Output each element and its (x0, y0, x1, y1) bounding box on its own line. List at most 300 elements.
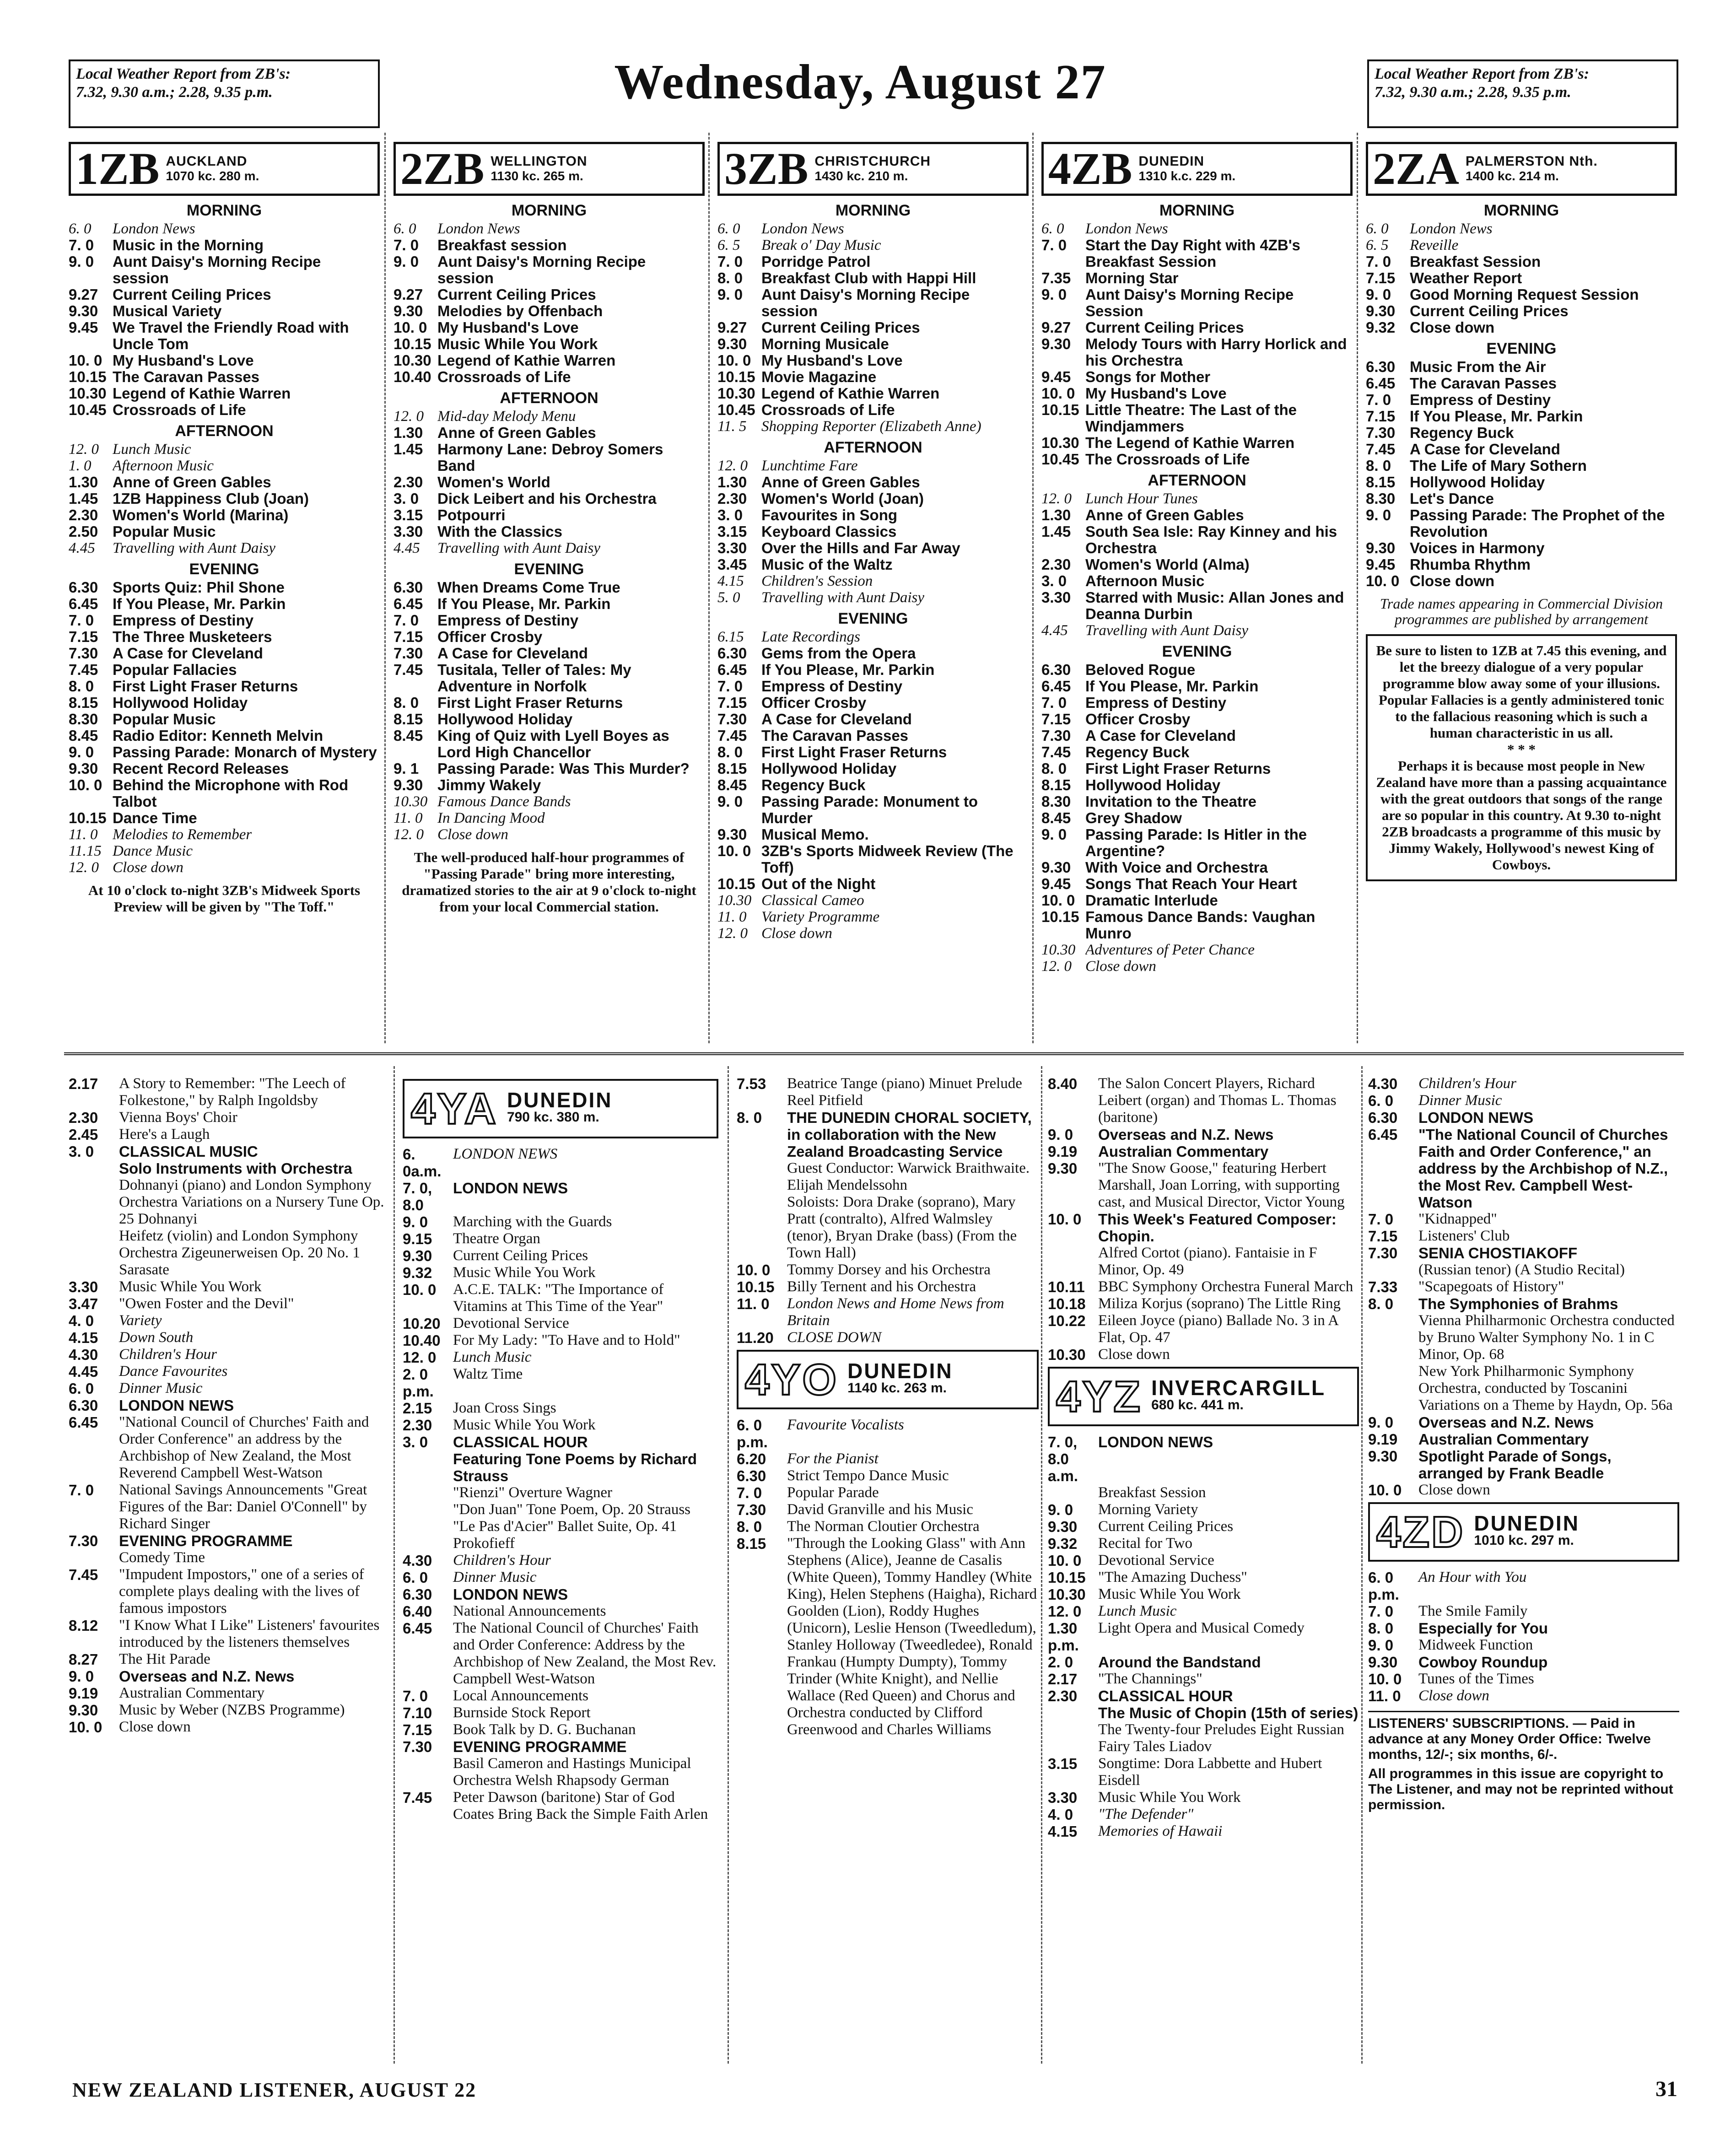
programme-time: 6. 0 (69, 1380, 94, 1397)
section-heading: MORNING (835, 202, 911, 219)
programme-item (69, 1685, 384, 1702)
programme-item (69, 678, 380, 695)
programme-time: 8. 0 (394, 694, 419, 711)
programme-time: 6.15 (717, 629, 744, 645)
programme-title: Crossroads of Life (113, 402, 246, 418)
programme-time: 2.15 (403, 1400, 432, 1417)
station-frequency: 790 kc. 380 m. (507, 1110, 599, 1125)
programme-item (1048, 1434, 1359, 1484)
programme-item (69, 1651, 384, 1668)
programme-time: 1.45 (1041, 523, 1071, 540)
programme-title: Travelling with Aunt Daisy (1085, 622, 1248, 639)
programme-title: London News and Home News from Britain (787, 1295, 1004, 1329)
programme-title: Devotional Service (453, 1315, 569, 1332)
programme-title: Travelling with Aunt Daisy (437, 540, 600, 556)
programme-title: Famous Dance Bands (437, 793, 571, 810)
programme-title: Movie Magazine (761, 369, 877, 385)
programme-item (69, 458, 380, 474)
programme-time: 9. 0 (394, 253, 419, 270)
programme-item (69, 540, 380, 556)
programme-title: "Rienzi" Overture Wagner (453, 1484, 613, 1501)
programme-time: 1. 0 (69, 458, 92, 474)
programme-title: Women's World (437, 474, 550, 491)
programme-time: 10. 0 (1041, 385, 1075, 402)
station-header (717, 142, 1029, 196)
programme-title: The Music of Chopin (15th of series) (1098, 1704, 1359, 1721)
programme-item (1041, 662, 1353, 678)
programme-item (69, 810, 380, 826)
programme-title: Local Announcements (453, 1688, 589, 1704)
programme-item (394, 540, 705, 556)
programme-item (717, 352, 1029, 369)
programme-time: 4. 0 (1048, 1806, 1073, 1823)
programme-item (69, 596, 380, 612)
programme-item (1366, 425, 1677, 441)
programme-item (737, 1501, 1039, 1518)
programme-time: 9. 0 (1366, 507, 1391, 523)
programme-time: 1.30 (1041, 507, 1071, 523)
programme-title: Devotional Service (1098, 1552, 1214, 1569)
programme-title: Potpourri (437, 507, 506, 523)
programme-item (403, 1146, 718, 1180)
programme-item (69, 221, 380, 237)
programme-item (403, 1417, 718, 1434)
programme-time: 6. 0a.m. (403, 1146, 442, 1180)
programme-item (1041, 589, 1353, 622)
programme-item (737, 1417, 1039, 1450)
programme-item (717, 523, 1029, 540)
programme-title: Close down (1098, 1346, 1170, 1363)
programme-title: Afternoon Music (113, 458, 214, 474)
programme-time: 2.30 (69, 507, 98, 523)
programme-title: EVENING PROGRAMME (453, 1738, 627, 1755)
programme-time: 10.30 (394, 793, 428, 810)
programme-item (69, 579, 380, 596)
programme-item (1048, 1518, 1359, 1535)
programme-title: Dohnanyi (piano) and London Symphony Orchestra Variations on a Nursery Tune Op. 25 Dohnanyi (119, 1177, 384, 1227)
programme-title: An Hour with You (1418, 1569, 1527, 1585)
programme-title: Current Ceiling Prices (1410, 303, 1569, 319)
programme-title: Music While You Work (437, 336, 598, 352)
programme-time: 10.40 (403, 1332, 441, 1349)
programme-time: 8. 0 (1366, 457, 1391, 474)
programme-item (69, 728, 380, 744)
programme-item (394, 711, 705, 728)
programme-title: Breakfast session (437, 237, 567, 253)
programme-time: 7.45 (717, 727, 747, 744)
programme-title: Dance Music (113, 843, 193, 859)
station-callsign: 4YO (745, 1355, 839, 1404)
programme-title: Australian Commentary (119, 1685, 265, 1701)
programme-item (1041, 793, 1353, 810)
programme-time: 10. 0 (394, 319, 427, 336)
programme-title: The Life of Mary Sothern (1410, 458, 1587, 474)
programme-time: 10. 0 (69, 776, 102, 793)
programme-title: "I Know What I Like" Listeners' favourites introduced by the listeners themselves (119, 1617, 380, 1650)
programme-title: "The Defender" (1098, 1806, 1194, 1822)
programme-item (1368, 1431, 1679, 1448)
programme-time: 7. 0 (717, 253, 743, 270)
programme-item (1368, 1262, 1679, 1278)
programme-time: 6.45 (394, 595, 423, 612)
programme-title: Music in the Morning (113, 237, 264, 253)
programme-title: Overseas and N.Z. News (119, 1668, 295, 1685)
programme-title: Down South (119, 1329, 194, 1346)
programme-title: The National Council of Churches' Faith and Order Conference: Address by the Archbishop of New Zealand, the Most Rev. Campbell West-Watson (453, 1620, 717, 1687)
programme-title: If You Please, Mr. Parkin (437, 596, 611, 612)
weather-note-left: Local Weather Report from ZB's: 7.32, 9.30 a.m.; 2.28, 9.35 p.m. (69, 59, 380, 128)
programme-item (737, 1450, 1039, 1467)
station-banner-4yo (737, 1350, 1039, 1409)
programme-item (403, 1704, 718, 1721)
programme-item (394, 336, 705, 352)
programme-item (403, 1400, 718, 1417)
section-heading: EVENING (1486, 340, 1557, 357)
programme-title: BBC Symphony Orchestra Funeral March (1098, 1278, 1353, 1295)
programme-item (1366, 253, 1677, 270)
programme-title: Variety Programme (761, 909, 880, 925)
programme-time: 9. 0 (1048, 1126, 1073, 1143)
programme-title: Eileen Joyce (piano) Ballade No. 3 in A Flat, Op. 47 (1098, 1312, 1338, 1346)
programme-title: Crossroads of Life (437, 369, 571, 385)
programme-title: Tommy Dorsey and his Orchestra (787, 1262, 991, 1278)
programme-title: Current Ceiling Prices (453, 1247, 588, 1264)
programme-item (403, 1755, 718, 1789)
programme-title: Start the Day Right with 4ZB's Breakfast Session (1085, 237, 1300, 270)
programme-title: Famous Dance Bands: Vaughan Munro (1085, 909, 1315, 942)
programme-time: 10.15 (394, 335, 431, 352)
programme-title: "National Council of Churches' Faith and Order Conference" an address by the Archbishop of New Zealand, the Most Reverend Campbell West-Watson (119, 1414, 369, 1481)
programme-title: Melody Tours with Harry Horlick and his Orchestra (1085, 336, 1347, 369)
programme-item (403, 1569, 718, 1586)
programme-time: 9.30 (69, 302, 98, 319)
programme-time: 2. 0 (1048, 1654, 1073, 1671)
programme-title: Music From the Air (1410, 359, 1546, 375)
programme-time: 4.45 (394, 540, 420, 556)
programme-item (403, 1450, 718, 1484)
programme-title: Passing Parade: Was This Murder? (437, 760, 690, 777)
programme-title: CLASSICAL HOUR (453, 1434, 588, 1450)
programme-title: The Salon Concert Players, Richard Leibert (organ) and Thomas L. Thomas (baritone) (1098, 1075, 1337, 1126)
station-callsign: 4YZ (1056, 1372, 1143, 1421)
programme-item (1041, 402, 1353, 435)
programme-title: Melodies by Offenbach (437, 303, 603, 319)
programme-title: The Crossroads of Life (1085, 451, 1250, 468)
programme-time (69, 1160, 119, 1177)
programme-item (69, 1228, 384, 1278)
programme-title: Reveille (1410, 237, 1459, 253)
programme-item (717, 474, 1029, 491)
programme-title: Music While You Work (1098, 1789, 1241, 1806)
programme-title: Morning Musicale (761, 336, 889, 352)
column-rule (384, 133, 386, 1043)
programme-time: 1.30 (717, 474, 747, 491)
programme-time: 7. 0, 8.0 (403, 1180, 432, 1213)
programme-time: 9.45 (1041, 368, 1071, 385)
programme-time: 7.30 (737, 1501, 766, 1518)
programme-item (403, 1586, 718, 1603)
programme-time: 10.30 (717, 892, 752, 909)
programme-title: Light Opera and Musical Comedy (1098, 1620, 1305, 1636)
programme-title: The Three Musketeers (113, 629, 272, 645)
programme-time (1048, 1484, 1098, 1501)
programme-title: A Story to Remember: "The Leech of Folkestone," by Ralph Ingoldsby (119, 1075, 346, 1109)
programme-item (717, 270, 1029, 286)
programme-item (69, 1719, 384, 1736)
programme-title: Lunchtime Fare (761, 458, 858, 474)
programme-item (1048, 1654, 1359, 1671)
programme-time: 7.35 (1041, 270, 1071, 286)
programme-title: The Caravan Passes (761, 728, 909, 744)
programme-title: Break o' Day Music (761, 237, 881, 253)
programme-time: 10.45 (717, 401, 755, 418)
programme-title: The Smile Family (1418, 1603, 1528, 1619)
programme-title: Crossroads of Life (761, 402, 895, 418)
programme-item (1048, 1346, 1359, 1363)
programme-item (69, 662, 380, 678)
programme-title: Invitation to the Theatre (1085, 793, 1257, 810)
programme-title: 3ZB's Sports Midweek Review (The Toff) (761, 843, 1014, 876)
programme-time: 7.45 (1041, 744, 1071, 760)
programme-item (403, 1603, 718, 1620)
programme-time: 1.30 (394, 424, 423, 441)
programme-time (737, 1194, 787, 1262)
programme-time: 8.45 (717, 776, 747, 793)
station-city: CHRISTCHURCH (814, 154, 931, 169)
programme-time: 10. 0 (1041, 892, 1075, 909)
programme-title: First Light Fraser Returns (761, 744, 947, 760)
programme-time (1368, 1363, 1418, 1414)
programme-item (1041, 744, 1353, 760)
programme-item (403, 1247, 718, 1264)
programme-title: Overseas and N.Z. News (1098, 1126, 1274, 1143)
programme-item (69, 777, 380, 810)
programme-time: 8. 0 (1368, 1295, 1394, 1312)
programme-title: First Light Fraser Returns (437, 695, 623, 711)
programme-time (1048, 1704, 1098, 1721)
programme-time: 8.27 (69, 1651, 98, 1668)
programme-item (394, 728, 705, 760)
programme-item (1366, 573, 1677, 589)
programme-item (69, 843, 380, 859)
programme-time: 10.30 (1041, 942, 1076, 958)
programme-item (717, 237, 1029, 253)
programme-title: Basil Cameron and Hastings Municipal Orchestra Welsh Rhapsody German (453, 1755, 691, 1789)
programme-title: Songs for Mother (1085, 369, 1211, 385)
programme-title: King of Quiz with Lyell Boyes as Lord High Chancellor (437, 728, 669, 760)
programme-title: LONDON NEWS (453, 1586, 568, 1603)
programme-item (1368, 1688, 1679, 1704)
programme-item (394, 441, 705, 474)
programme-title: Afternoon Music (1085, 573, 1205, 589)
programme-title: Close down (1418, 1688, 1489, 1704)
programme-time (403, 1450, 453, 1484)
programme-title: Grey Shadow (1085, 810, 1182, 826)
programme-item (403, 1180, 718, 1213)
programme-title: Close down (437, 826, 508, 843)
programme-title: New York Philharmonic Symphony Orchestra, conducted by Toscanini Variations on a Theme by Haydn, Op. 56a (1418, 1363, 1673, 1413)
programme-time: 7.53 (737, 1075, 766, 1092)
programme-item (394, 612, 705, 629)
programme-time: 9.30 (1366, 302, 1396, 319)
programme-title: Recent Record Releases (113, 760, 289, 777)
programme-item (1048, 1789, 1359, 1806)
programme-item (1041, 760, 1353, 777)
programme-title: "The Amazing Duchess" (1098, 1569, 1247, 1585)
programme-item (394, 645, 705, 662)
programme-time: 8. 0 (1368, 1620, 1394, 1637)
programme-time: 11. 0 (717, 909, 747, 925)
programme-time: 8.30 (1366, 490, 1396, 507)
programme-title: Regency Buck (761, 777, 866, 793)
programme-title: The Hit Parade (119, 1651, 210, 1667)
programme-item (1048, 1501, 1359, 1518)
programme-time: 3.15 (394, 507, 423, 523)
programme-time: 4.15 (1048, 1823, 1078, 1840)
footer-publication: NEW ZEALAND LISTENER, AUGUST 22 (72, 2079, 477, 2101)
programme-item (1048, 1278, 1359, 1295)
programme-item (69, 612, 380, 629)
programme-title: Close down (119, 1719, 191, 1735)
programme-item (69, 859, 380, 876)
programme-title: (Russian tenor) (A Studio Recital) (1418, 1262, 1625, 1278)
programme-time: 7. 0 (1366, 391, 1391, 408)
programme-item (69, 286, 380, 303)
lower-column-3 (737, 1075, 1039, 1738)
programme-time: 7.15 (1368, 1228, 1398, 1245)
programme-time: 3.30 (1048, 1789, 1078, 1806)
programme-time: 9.45 (1041, 875, 1071, 892)
programme-title: Breakfast Session (1410, 253, 1541, 270)
programme-time: 10.45 (1041, 451, 1079, 468)
programme-title: London News (437, 221, 520, 237)
programme-item (1366, 540, 1677, 556)
programme-item (394, 810, 705, 826)
programme-title: Let's Dance (1410, 491, 1494, 507)
programme-time: 10.15 (1041, 401, 1079, 418)
programme-title: LONDON NEWS (119, 1397, 234, 1414)
programme-time: 10.30 (394, 352, 431, 369)
programme-item (1366, 507, 1677, 540)
programme-time: 8.15 (1366, 474, 1396, 491)
programme-item (737, 1075, 1039, 1109)
programme-time: 7. 0 (69, 237, 94, 253)
programme-title: When Dreams Come True (437, 579, 620, 596)
programme-time: 9. 0 (1368, 1637, 1394, 1654)
programme-time: 6.30 (1368, 1109, 1398, 1126)
programme-item (717, 793, 1029, 826)
programme-time: 9.19 (1368, 1431, 1398, 1448)
programme-title: LONDON NEWS (1418, 1109, 1534, 1126)
station-column-2za (1366, 142, 1677, 881)
programme-time: 11.20 (737, 1329, 774, 1346)
programme-item (717, 221, 1029, 237)
programme-item (1366, 237, 1677, 253)
programme-item (1366, 319, 1677, 336)
column-rule (394, 1066, 395, 2064)
programme-item (1366, 491, 1677, 507)
programme-item (394, 369, 705, 385)
programme-title: Aunt Daisy's Morning Recipe session (113, 253, 321, 286)
programme-item (1041, 942, 1353, 958)
programme-time (403, 1518, 453, 1552)
programme-item (394, 579, 705, 596)
programme-item (1366, 286, 1677, 303)
programme-item (1368, 1637, 1679, 1654)
programme-item (1048, 1075, 1359, 1126)
programme-time: 9.15 (403, 1230, 432, 1247)
programme-item (69, 1177, 384, 1228)
programme-time: 5. 0 (717, 589, 740, 606)
station-city: DUNEDIN (847, 1359, 953, 1383)
programme-time: 8.15 (717, 760, 747, 777)
programme-time: 2.30 (717, 490, 747, 507)
programme-time: 7.15 (403, 1721, 432, 1738)
programme-time: 9.30 (1368, 1654, 1398, 1671)
programme-title: Dinner Music (1418, 1092, 1502, 1109)
programme-title: Tusitala, Teller of Tales: My Adventure in Norfolk (437, 662, 631, 695)
programme-time: 7.15 (1366, 270, 1396, 286)
programme-title: My Husband's Love (113, 352, 254, 369)
programme-title: Songs That Reach Your Heart (1085, 876, 1297, 892)
programme-time: 3.30 (1041, 589, 1071, 606)
programme-item (394, 253, 705, 286)
programme-item (1366, 458, 1677, 474)
programme-time: 3.15 (1048, 1755, 1078, 1772)
programme-time: 9.19 (69, 1685, 98, 1702)
programme-time (1368, 1262, 1418, 1278)
programme-title: For the Pianist (787, 1450, 879, 1467)
programme-item (1041, 491, 1353, 507)
programme-title: Strict Tempo Dance Music (787, 1467, 949, 1484)
programme-item (1041, 909, 1353, 942)
programme-time: 7.45 (69, 661, 98, 678)
programme-title: Women's World (Joan) (761, 491, 924, 507)
programme-title: London News (113, 221, 195, 237)
programme-title: Breakfast Club with Happi Hill (761, 270, 976, 286)
programme-time: 9. 0 (717, 793, 743, 810)
programme-time: 12. 0 (69, 859, 99, 876)
programme-title: Soloists: Dora Drake (soprano), Mary Pratt (contralto), Alfred Walmsley (tenor), Bryan Drake (bass) (From the Town Hall) (787, 1194, 1017, 1261)
programme-title: Lunch Hour Tunes (1085, 491, 1198, 507)
programme-time: 7.45 (1366, 441, 1396, 458)
programme-item (717, 540, 1029, 556)
programme-time: 6. 0 (69, 221, 92, 237)
programme-time: 11.15 (69, 843, 102, 859)
station-note: The well-produced half-hour programmes of "Passing Parade" bring more interesting, dramatized stories to the air at 9 o'clock to-night from your local Commercial station. (402, 849, 696, 915)
programme-item (69, 711, 380, 728)
programme-title: My Husband's Love (437, 319, 579, 336)
station-callsign: 2ZB (400, 143, 485, 194)
programme-title: Keyboard Classics (761, 523, 897, 540)
programme-time: 9. 0 (717, 286, 743, 303)
programme-item (717, 319, 1029, 336)
programme-item (1368, 1211, 1679, 1228)
programme-title: Musical Memo. (761, 826, 869, 843)
programme-time: 9. 0 (1048, 1501, 1073, 1518)
programme-time: 7.30 (394, 645, 423, 662)
station-callsign: 2ZA (1373, 143, 1459, 194)
programme-time: 9.32 (1366, 319, 1396, 336)
programme-title: Australian Commentary (1098, 1143, 1269, 1160)
programme-item (1368, 1278, 1679, 1295)
programme-item (717, 760, 1029, 777)
programme-time: 6. 0 (1366, 221, 1389, 237)
programme-item (1041, 859, 1353, 876)
programme-title: 1ZB Happiness Club (Joan) (113, 491, 309, 507)
programme-title: If You Please, Mr. Parkin (1410, 408, 1583, 425)
programme-time: 9. 0 (403, 1213, 428, 1230)
